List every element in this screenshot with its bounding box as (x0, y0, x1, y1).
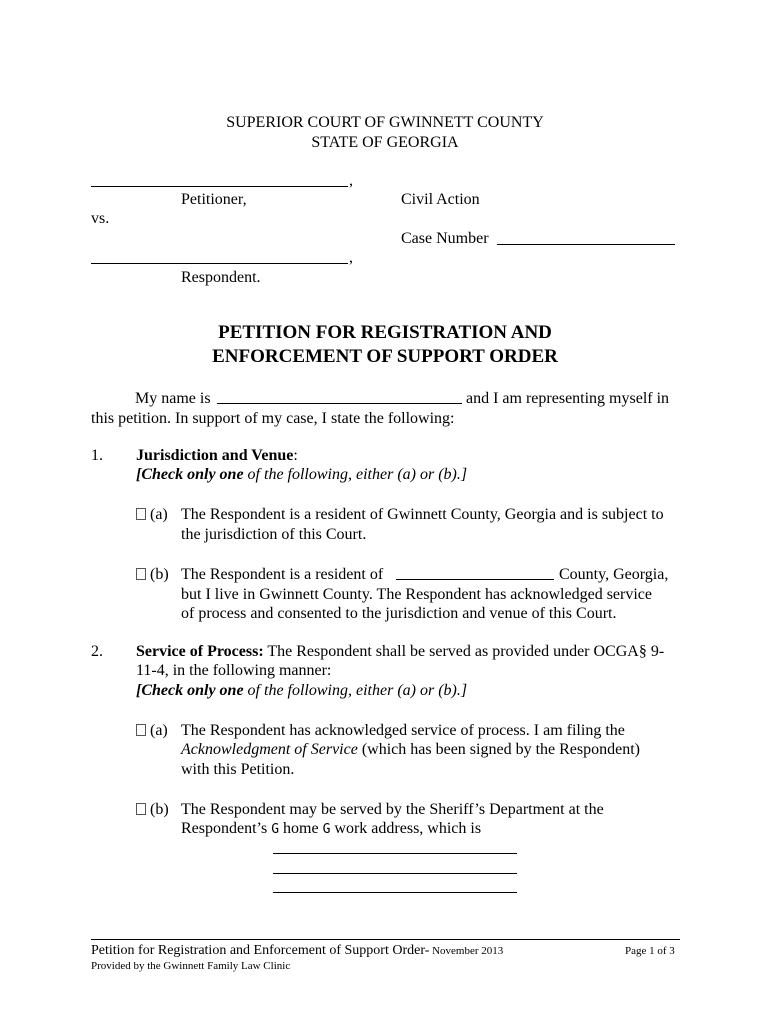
section1-option-a-label: (a) (150, 506, 168, 523)
section1-heading (136, 446, 298, 466)
section2-instruction-rest: of the following, either (a) or (b).] (243, 682, 468, 699)
section2-option-b-checkbox[interactable] (136, 803, 146, 815)
section1-option-b-label: (b) (150, 566, 169, 583)
section1-option-a-row (136, 505, 168, 525)
civil-action-label: Civil Action (401, 191, 480, 208)
section2-option-a-line3: with this Petition. (181, 761, 295, 778)
section2-option-b-line2-part1: Respondent’s (181, 820, 268, 837)
case-number-line[interactable] (497, 244, 675, 245)
section2-line2: 11-4, in the following manner: (136, 662, 332, 679)
section2-option-b-label: (b) (150, 801, 169, 818)
petitioner-comma: , (349, 172, 353, 189)
footer-doc-name: Petition for Registration and Enforcement of Support Order- (91, 943, 430, 958)
intro-representing: and I am representing myself in (466, 390, 670, 407)
work-address-label: work address, which is (330, 820, 482, 837)
section2-option-a-line2 (181, 740, 640, 760)
section1-option-b-row (136, 565, 169, 585)
section1-heading-text: Jurisdiction and Venue (136, 447, 294, 464)
section2-heading: Service of Process: (136, 643, 264, 660)
respondent-county-line[interactable] (396, 579, 554, 580)
respondent-comma: , (349, 249, 353, 266)
section2-instruction (136, 681, 467, 701)
intro-line2: this petition. In support of my case, I state the following: (91, 410, 455, 427)
section2-option-b-line1: The Respondent may be served by the Sheriff’s Department at the (181, 801, 604, 818)
home-label: home (279, 820, 323, 837)
court-state: STATE OF GEORGIA (311, 134, 459, 151)
section1-instruction-bold: [Check only one (136, 466, 244, 483)
respondent-label: Respondent. (181, 269, 261, 286)
section2-line1 (136, 642, 664, 662)
section1-option-b-line3: of process and consented to the jurisdiction and venue of this Court. (181, 605, 617, 622)
section2-option-a-checkbox[interactable] (136, 724, 146, 736)
my-name-line[interactable] (217, 403, 462, 404)
vs-label: vs. (91, 210, 110, 227)
section2-instruction-bold: [Check only one (136, 682, 244, 699)
petitioner-label: Petitioner, (181, 191, 247, 208)
respondent-name-line[interactable] (91, 263, 348, 264)
address-line-1[interactable] (273, 853, 517, 854)
case-number-label: Case Number (401, 230, 489, 247)
section2-option-a-line2-rest: (which has been signed by the Respondent) (357, 741, 640, 758)
section2-number: 2. (91, 643, 103, 660)
section2-option-a-row (136, 721, 168, 741)
section1-instruction-rest: of the following, either (a) or (b).] (243, 466, 468, 483)
footer-page-number: Page 1 of 3 (625, 945, 675, 957)
document-title-line1: PETITION FOR REGISTRATION AND (218, 322, 552, 343)
section1-option-b-line1-part2: County, Georgia, (559, 566, 669, 583)
section2-option-a-label: (a) (150, 722, 168, 739)
footer-provided-by: Provided by the Gwinnett Family Law Clinic (91, 960, 291, 972)
section2-option-b-line2 (181, 819, 481, 840)
document-title-line2: ENFORCEMENT OF SUPPORT ORDER (212, 346, 558, 367)
section1-option-b-checkbox[interactable] (136, 568, 146, 580)
section1-option-b-line2: but I live in Gwinnett County. The Respondent has acknowledged service (181, 586, 653, 603)
section2-option-b-row (136, 800, 169, 820)
home-checkbox[interactable]: G (271, 822, 280, 837)
footer-rule (91, 939, 680, 940)
section1-instruction (136, 465, 467, 485)
footer-date: November 2013 (429, 945, 504, 957)
section1-option-a-line1: The Respondent is a resident of Gwinnett County, Georgia and is subject to (181, 506, 664, 523)
section2-option-a-line1: The Respondent has acknowledged service of process. I am filing the (181, 722, 625, 739)
intro-my-name: My name is (135, 390, 211, 407)
section1-option-b-line1-part1: The Respondent is a resident of (181, 566, 384, 583)
section2-line1-rest: The Respondent shall be served as provided under OCGA§ 9- (263, 643, 665, 660)
address-line-2[interactable] (273, 873, 517, 874)
section1-heading-colon: : (293, 447, 298, 464)
section1-option-a-checkbox[interactable] (136, 508, 146, 520)
section1-number: 1. (91, 447, 103, 464)
address-line-3[interactable] (273, 892, 517, 893)
court-name: SUPERIOR COURT OF GWINNETT COUNTY (226, 114, 544, 131)
work-checkbox[interactable]: G (322, 822, 331, 837)
section1-option-a-line2: the jurisdiction of this Court. (181, 526, 367, 543)
petitioner-name-line[interactable] (91, 186, 348, 187)
acknowledgment-of-service-text: Acknowledgment of Service (181, 741, 358, 758)
footer-left (91, 943, 503, 959)
